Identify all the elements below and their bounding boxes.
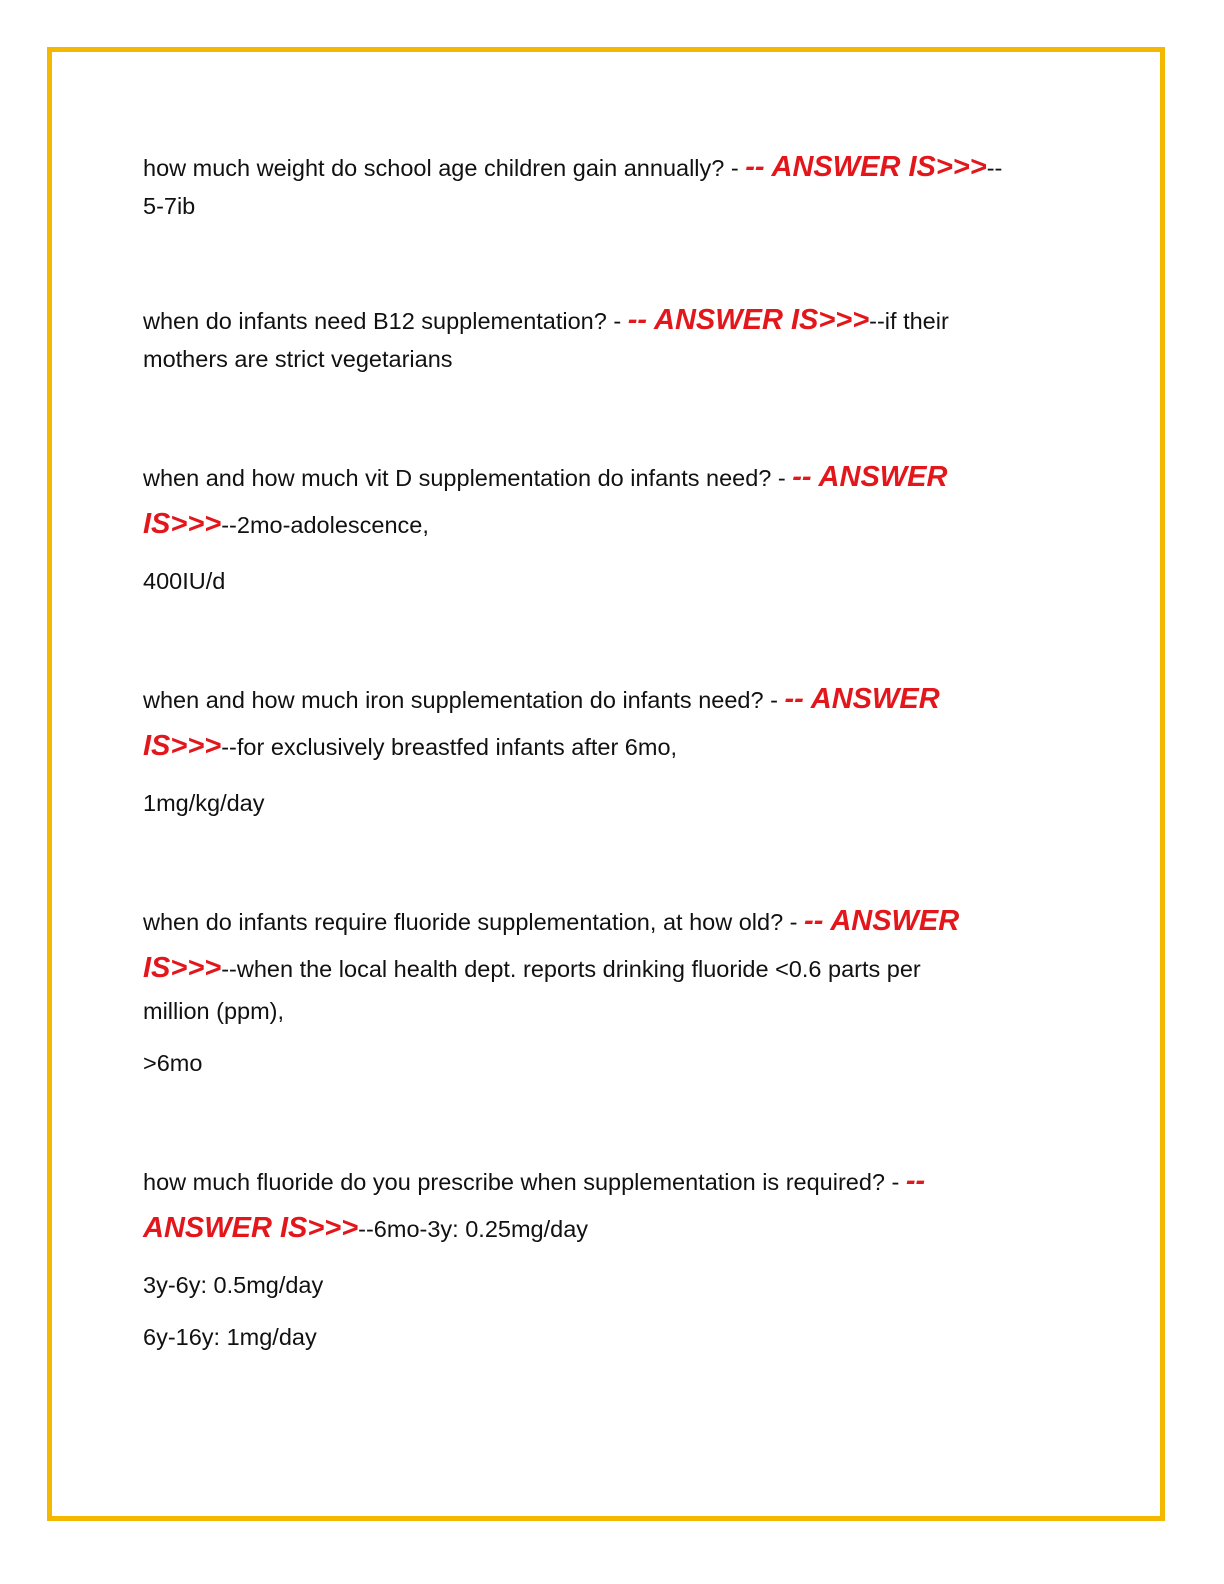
qa-line (143, 148, 1043, 187)
qa-line (143, 945, 1043, 992)
answer-text: 5-7ib (143, 193, 196, 219)
qa-item-1 (143, 148, 1043, 225)
answer-text: --2mo-adolescence, (221, 512, 429, 538)
qa-item-3 (143, 454, 1043, 600)
answer-extra-line: 1mg/kg/day (143, 790, 265, 816)
qa-line (143, 676, 1043, 723)
answer-tag: IS>>> (143, 730, 222, 762)
answer-extra-line: 6y-16y: 1mg/day (143, 1324, 317, 1350)
answer-tag: -- ANSWER (792, 461, 948, 493)
qa-line (143, 898, 1043, 945)
answer-tag: IS>>> (143, 508, 222, 540)
qa-item-5 (143, 898, 1043, 1082)
qa-line (143, 187, 1043, 225)
question-text: how much fluoride do you prescribe when supplementation is required? - (143, 1169, 906, 1195)
answer-text: --when the local health dept. reports drinking fluoride <0.6 parts per (221, 956, 921, 982)
question-text: how much weight do school age children gain annually? - (143, 155, 746, 181)
qa-line (143, 454, 1043, 501)
qa-item-2 (143, 301, 1043, 378)
answer-tag: -- ANSWER (804, 905, 960, 937)
qa-line (143, 992, 1043, 1030)
answer-text: -- (986, 155, 1003, 181)
question-text: when and how much vit D supplementation do infants need? - (143, 465, 793, 491)
qa-line (143, 301, 1043, 340)
question-text: when and how much iron supplementation do infants need? - (143, 687, 785, 713)
qa-content (143, 148, 1043, 1356)
question-text: when do infants require fluoride supplementation, at how old? - (143, 909, 805, 935)
qa-line (143, 340, 1043, 378)
answer-extra-line: >6mo (143, 1050, 203, 1076)
answer-tag: -- ANSWER (784, 683, 940, 715)
answer-extra-line: 3y-6y: 0.5mg/day (143, 1272, 324, 1298)
question-text: when do infants need B12 supplementation? - (143, 308, 628, 334)
qa-item-6 (143, 1158, 1043, 1356)
answer-tag: -- (905, 1165, 926, 1197)
answer-tag: -- ANSWER IS>>> (745, 151, 987, 183)
qa-line (143, 1205, 1043, 1252)
answer-extra-line: 400IU/d (143, 568, 226, 594)
answer-text: --6mo-3y: 0.25mg/day (358, 1216, 589, 1242)
qa-item-4 (143, 676, 1043, 822)
qa-line (143, 1158, 1043, 1205)
qa-line (143, 501, 1043, 548)
answer-text: mothers are strict vegetarians (143, 346, 453, 372)
answer-tag: IS>>> (143, 952, 222, 984)
answer-tag: ANSWER IS>>> (143, 1212, 359, 1244)
answer-text: --for exclusively breastfed infants after 6mo, (221, 734, 678, 760)
qa-line (143, 723, 1043, 770)
answer-text: million (ppm), (143, 998, 285, 1024)
answer-text: --if their (869, 308, 949, 334)
answer-tag: -- ANSWER IS>>> (627, 304, 870, 336)
